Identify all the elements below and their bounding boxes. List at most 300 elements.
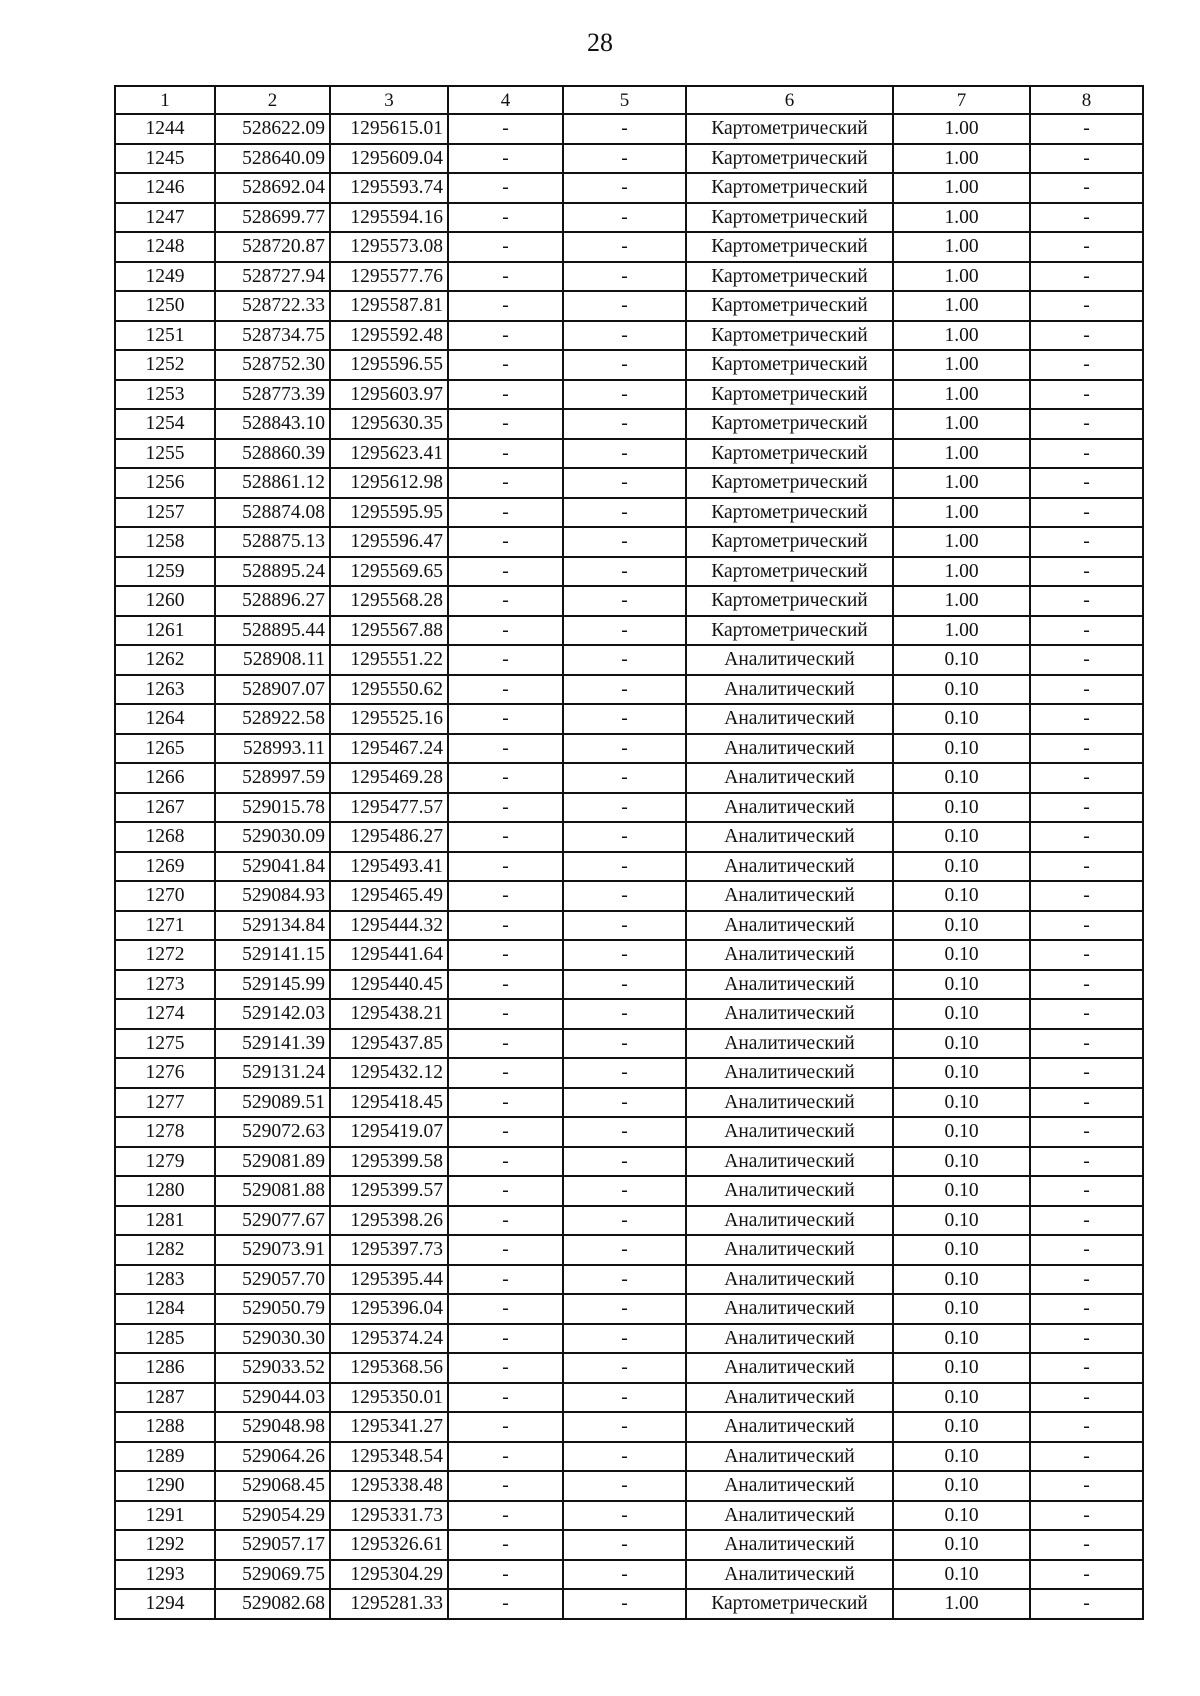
table-cell: 1264: [115, 704, 215, 734]
table-cell: -: [448, 1176, 563, 1206]
table-cell: 1.00: [893, 203, 1030, 233]
table-cell: -: [448, 262, 563, 292]
table-cell: 1295594.16: [330, 203, 448, 233]
table-cell: Аналитический: [686, 645, 893, 675]
table-cell: -: [448, 1029, 563, 1059]
table-cell: -: [448, 1235, 563, 1265]
table-row: [115, 1147, 1143, 1177]
table-cell: Аналитический: [686, 881, 893, 911]
table-cell: 1.00: [893, 616, 1030, 646]
table-cell: -: [1030, 1442, 1143, 1472]
table-cell: 0.10: [893, 940, 1030, 970]
table-cell: Картометрический: [686, 144, 893, 174]
table-row: [115, 144, 1143, 174]
table-cell: 528861.12: [215, 468, 330, 498]
table-cell: -: [448, 1206, 563, 1236]
table-cell: -: [563, 527, 686, 557]
table-cell: -: [448, 1117, 563, 1147]
table-cell: 528895.44: [215, 616, 330, 646]
table-cell: -: [563, 291, 686, 321]
table-cell: 1273: [115, 970, 215, 1000]
table-cell: Аналитический: [686, 1029, 893, 1059]
table-cell: -: [563, 911, 686, 941]
table-cell: Картометрический: [686, 616, 893, 646]
table-cell: Картометрический: [686, 173, 893, 203]
table-cell: -: [563, 586, 686, 616]
table-cell: -: [563, 1088, 686, 1118]
table-cell: -: [563, 852, 686, 882]
table-cell: 1295569.65: [330, 557, 448, 587]
table-cell: -: [448, 852, 563, 882]
table-row: [115, 291, 1143, 321]
table-cell: 0.10: [893, 1029, 1030, 1059]
table-cell: -: [1030, 1383, 1143, 1413]
table-cell: 1246: [115, 173, 215, 203]
table-cell: -: [1030, 498, 1143, 528]
table-cell: Картометрический: [686, 350, 893, 380]
table-row: [115, 1530, 1143, 1560]
table-cell: Картометрический: [686, 586, 893, 616]
header-row: [115, 86, 1143, 114]
table-cell: -: [1030, 1530, 1143, 1560]
table-row: [115, 1117, 1143, 1147]
table-cell: -: [563, 1530, 686, 1560]
table-cell: 1295567.88: [330, 616, 448, 646]
table-cell: -: [1030, 734, 1143, 764]
table-row: [115, 940, 1143, 970]
table-cell: 528720.87: [215, 232, 330, 262]
table-cell: 0.10: [893, 1412, 1030, 1442]
table-cell: -: [448, 1501, 563, 1531]
table-cell: 0.10: [893, 822, 1030, 852]
table-cell: Аналитический: [686, 1471, 893, 1501]
table-cell: -: [448, 114, 563, 144]
table-cell: -: [563, 970, 686, 1000]
table-cell: -: [1030, 1560, 1143, 1590]
table-cell: 1251: [115, 321, 215, 351]
table-cell: 1279: [115, 1147, 215, 1177]
table-cell: 1291: [115, 1501, 215, 1531]
table-row: [115, 1294, 1143, 1324]
table-cell: 1295493.41: [330, 852, 448, 882]
table-cell: -: [1030, 1471, 1143, 1501]
table-cell: 0.10: [893, 1147, 1030, 1177]
table-cell: Картометрический: [686, 203, 893, 233]
table-cell: 528993.11: [215, 734, 330, 764]
table-cell: -: [563, 1353, 686, 1383]
table-cell: -: [1030, 1206, 1143, 1236]
table-cell: 1276: [115, 1058, 215, 1088]
table-cell: -: [1030, 1088, 1143, 1118]
table-cell: 0.10: [893, 1442, 1030, 1472]
table-cell: -: [1030, 321, 1143, 351]
table-cell: Аналитический: [686, 793, 893, 823]
table-cell: 1286: [115, 1353, 215, 1383]
table-cell: -: [563, 616, 686, 646]
table-cell: -: [448, 439, 563, 469]
table-cell: -: [448, 1294, 563, 1324]
table-cell: 529057.70: [215, 1265, 330, 1295]
table-cell: 0.10: [893, 1117, 1030, 1147]
table-cell: 0.10: [893, 1383, 1030, 1413]
table-cell: -: [563, 409, 686, 439]
table-cell: 1253: [115, 380, 215, 410]
table-cell: Картометрический: [686, 439, 893, 469]
table-cell: 0.10: [893, 1058, 1030, 1088]
table-cell: -: [1030, 999, 1143, 1029]
table-cell: 0.10: [893, 1560, 1030, 1590]
table-cell: -: [448, 203, 563, 233]
table-cell: 529030.30: [215, 1324, 330, 1354]
table-cell: -: [1030, 232, 1143, 262]
table-cell: 1254: [115, 409, 215, 439]
table-cell: 1295326.61: [330, 1530, 448, 1560]
table-cell: 1295397.73: [330, 1235, 448, 1265]
table-cell: -: [448, 1530, 563, 1560]
table-cell: Аналитический: [686, 1206, 893, 1236]
table-cell: 1295440.45: [330, 970, 448, 1000]
table-cell: -: [448, 1353, 563, 1383]
table-cell: Картометрический: [686, 498, 893, 528]
table-row: [115, 1442, 1143, 1472]
table-cell: 1277: [115, 1088, 215, 1118]
table-cell: -: [448, 173, 563, 203]
table-cell: 529033.52: [215, 1353, 330, 1383]
table-cell: 529064.26: [215, 1442, 330, 1472]
table-cell: Аналитический: [686, 1530, 893, 1560]
table-cell: -: [1030, 793, 1143, 823]
table-cell: 529082.68: [215, 1589, 330, 1619]
table-cell: 1295551.22: [330, 645, 448, 675]
table-cell: -: [1030, 822, 1143, 852]
table-row: [115, 1206, 1143, 1236]
table-cell: -: [563, 173, 686, 203]
table-cell: 1295331.73: [330, 1501, 448, 1531]
table-cell: 1295348.54: [330, 1442, 448, 1472]
table-cell: Аналитический: [686, 1117, 893, 1147]
table-cell: -: [448, 527, 563, 557]
table-cell: -: [448, 940, 563, 970]
table-cell: -: [1030, 881, 1143, 911]
table-cell: -: [448, 734, 563, 764]
table-cell: 1295437.85: [330, 1029, 448, 1059]
table-row: [115, 999, 1143, 1029]
table-cell: -: [1030, 1324, 1143, 1354]
table-cell: 528896.27: [215, 586, 330, 616]
table-cell: 1295592.48: [330, 321, 448, 351]
table-cell: -: [448, 1147, 563, 1177]
table-cell: 1269: [115, 852, 215, 882]
table-cell: Картометрический: [686, 527, 893, 557]
table-cell: -: [1030, 970, 1143, 1000]
table-cell: Аналитический: [686, 675, 893, 705]
table-cell: 1265: [115, 734, 215, 764]
table-cell: Аналитический: [686, 970, 893, 1000]
table-cell: -: [563, 704, 686, 734]
table-cell: 528722.33: [215, 291, 330, 321]
table-cell: -: [1030, 291, 1143, 321]
table-cell: 528699.77: [215, 203, 330, 233]
table-cell: 1.00: [893, 409, 1030, 439]
table-cell: 1295596.55: [330, 350, 448, 380]
table-cell: 1295465.49: [330, 881, 448, 911]
table-cell: 1.00: [893, 232, 1030, 262]
table-cell: -: [563, 468, 686, 498]
table-cell: 529069.75: [215, 1560, 330, 1590]
table-row: [115, 557, 1143, 587]
table-row: [115, 232, 1143, 262]
table-cell: 1295486.27: [330, 822, 448, 852]
table-cell: 528773.39: [215, 380, 330, 410]
table-cell: 529054.29: [215, 1501, 330, 1531]
table-cell: -: [563, 1029, 686, 1059]
table-cell: 1.00: [893, 350, 1030, 380]
table-cell: 1271: [115, 911, 215, 941]
table-cell: 1295419.07: [330, 1117, 448, 1147]
table-row: [115, 970, 1143, 1000]
table-cell: 1255: [115, 439, 215, 469]
table-cell: 1244: [115, 114, 215, 144]
table-cell: -: [1030, 557, 1143, 587]
table-cell: 528907.07: [215, 675, 330, 705]
table-row: [115, 1058, 1143, 1088]
table-cell: -: [563, 203, 686, 233]
table-cell: 1.00: [893, 527, 1030, 557]
table-cell: 1295595.95: [330, 498, 448, 528]
table-row: [115, 468, 1143, 498]
column-header: 4: [448, 86, 563, 114]
table-cell: -: [1030, 675, 1143, 705]
table-row: [115, 527, 1143, 557]
column-header: 3: [330, 86, 448, 114]
table-cell: 0.10: [893, 793, 1030, 823]
table-cell: -: [563, 1501, 686, 1531]
table-cell: 0.10: [893, 1294, 1030, 1324]
table-cell: -: [563, 498, 686, 528]
table-cell: 1250: [115, 291, 215, 321]
table-cell: -: [448, 999, 563, 1029]
table-row: [115, 763, 1143, 793]
table-cell: -: [563, 114, 686, 144]
table-cell: 0.10: [893, 1088, 1030, 1118]
table-cell: 0.10: [893, 675, 1030, 705]
table-cell: -: [1030, 114, 1143, 144]
table-cell: -: [448, 1383, 563, 1413]
table-cell: 0.10: [893, 763, 1030, 793]
table-cell: 1295374.24: [330, 1324, 448, 1354]
table-cell: 529057.17: [215, 1530, 330, 1560]
table-cell: Аналитический: [686, 1294, 893, 1324]
table-row: [115, 1383, 1143, 1413]
table-cell: 0.10: [893, 1471, 1030, 1501]
table-cell: 529077.67: [215, 1206, 330, 1236]
table-cell: -: [563, 144, 686, 174]
table-cell: 529081.88: [215, 1176, 330, 1206]
table-cell: 1295477.57: [330, 793, 448, 823]
table-cell: -: [563, 822, 686, 852]
table-cell: 0.10: [893, 1206, 1030, 1236]
table-cell: -: [563, 321, 686, 351]
table-cell: 1280: [115, 1176, 215, 1206]
table-cell: -: [448, 291, 563, 321]
table-cell: 528908.11: [215, 645, 330, 675]
table-cell: 1267: [115, 793, 215, 823]
table-cell: 1295398.26: [330, 1206, 448, 1236]
table-cell: 0.10: [893, 852, 1030, 882]
coordinates-table: [114, 85, 1144, 1620]
table-row: [115, 734, 1143, 764]
table-cell: 528922.58: [215, 704, 330, 734]
table-cell: 1263: [115, 675, 215, 705]
table-cell: 1.00: [893, 262, 1030, 292]
table-cell: 529134.84: [215, 911, 330, 941]
table-cell: 1295399.58: [330, 1147, 448, 1177]
table-cell: -: [1030, 1058, 1143, 1088]
table-cell: -: [563, 1412, 686, 1442]
table-cell: 0.10: [893, 881, 1030, 911]
table-cell: 1295525.16: [330, 704, 448, 734]
table-cell: 529081.89: [215, 1147, 330, 1177]
table-cell: 1295612.98: [330, 468, 448, 498]
table-cell: -: [448, 822, 563, 852]
table-cell: -: [448, 321, 563, 351]
table-cell: Картометрический: [686, 262, 893, 292]
table-cell: -: [563, 1589, 686, 1619]
table-cell: 1295609.04: [330, 144, 448, 174]
table-row: [115, 498, 1143, 528]
table-cell: 528895.24: [215, 557, 330, 587]
table-row: [115, 321, 1143, 351]
table-cell: 0.10: [893, 1176, 1030, 1206]
table-row: [115, 1560, 1143, 1590]
table-cell: Аналитический: [686, 734, 893, 764]
table-cell: 528640.09: [215, 144, 330, 174]
table-cell: -: [448, 675, 563, 705]
table-cell: 1295573.08: [330, 232, 448, 262]
table-cell: 0.10: [893, 1353, 1030, 1383]
table-cell: 529030.09: [215, 822, 330, 852]
table-cell: 1257: [115, 498, 215, 528]
page-number: 28: [587, 28, 613, 57]
table-cell: 0.10: [893, 1530, 1030, 1560]
table-cell: 1295577.76: [330, 262, 448, 292]
table-cell: -: [448, 409, 563, 439]
table-cell: 529084.93: [215, 881, 330, 911]
table-row: [115, 1412, 1143, 1442]
table-cell: 529131.24: [215, 1058, 330, 1088]
table-cell: Картометрический: [686, 291, 893, 321]
table-cell: -: [563, 1324, 686, 1354]
table-cell: -: [563, 1560, 686, 1590]
table-cell: 1295432.12: [330, 1058, 448, 1088]
table-row: [115, 1501, 1143, 1531]
table-cell: 1295593.74: [330, 173, 448, 203]
table-cell: -: [448, 498, 563, 528]
table-row: [115, 114, 1143, 144]
table-cell: 1295444.32: [330, 911, 448, 941]
table-cell: Аналитический: [686, 1383, 893, 1413]
table-cell: 1262: [115, 645, 215, 675]
table-cell: 1259: [115, 557, 215, 587]
table-cell: -: [563, 1265, 686, 1295]
table-cell: Аналитический: [686, 1176, 893, 1206]
table-cell: 1.00: [893, 144, 1030, 174]
table-row: [115, 822, 1143, 852]
table-cell: Аналитический: [686, 1324, 893, 1354]
table-cell: Картометрический: [686, 114, 893, 144]
table-cell: 1260: [115, 586, 215, 616]
table-cell: 529141.15: [215, 940, 330, 970]
table-row: [115, 1176, 1143, 1206]
table-cell: 529072.63: [215, 1117, 330, 1147]
table-cell: -: [563, 1117, 686, 1147]
table-row: [115, 173, 1143, 203]
table-cell: 1295469.28: [330, 763, 448, 793]
table-cell: Картометрический: [686, 1589, 893, 1619]
table-cell: -: [448, 1442, 563, 1472]
table-cell: 1252: [115, 350, 215, 380]
table-cell: -: [563, 940, 686, 970]
table-cell: 1288: [115, 1412, 215, 1442]
table-row: [115, 793, 1143, 823]
table-row: [115, 675, 1143, 705]
table-cell: 1275: [115, 1029, 215, 1059]
table-cell: -: [563, 1235, 686, 1265]
table-cell: Аналитический: [686, 911, 893, 941]
table-row: [115, 1589, 1143, 1619]
table-cell: -: [448, 763, 563, 793]
table-cell: -: [563, 557, 686, 587]
table-cell: -: [448, 1560, 563, 1590]
table-cell: 1295587.81: [330, 291, 448, 321]
table-cell: -: [563, 1383, 686, 1413]
table-cell: -: [448, 350, 563, 380]
table-cell: 1295630.35: [330, 409, 448, 439]
table-cell: -: [448, 616, 563, 646]
table-cell: 529041.84: [215, 852, 330, 882]
table-cell: 529145.99: [215, 970, 330, 1000]
table-cell: 1287: [115, 1383, 215, 1413]
table-cell: -: [448, 793, 563, 823]
table-cell: 0.10: [893, 911, 1030, 941]
table-cell: 1268: [115, 822, 215, 852]
table-row: [115, 852, 1143, 882]
table-cell: 528622.09: [215, 114, 330, 144]
table-row: [115, 439, 1143, 469]
table-cell: 0.10: [893, 999, 1030, 1029]
table-cell: 1266: [115, 763, 215, 793]
table-cell: -: [1030, 1147, 1143, 1177]
table-cell: 528843.10: [215, 409, 330, 439]
table-cell: 1261: [115, 616, 215, 646]
table-cell: Картометрический: [686, 468, 893, 498]
table-cell: -: [1030, 409, 1143, 439]
table-cell: -: [1030, 1294, 1143, 1324]
table-cell: 1.00: [893, 380, 1030, 410]
table-cell: -: [563, 675, 686, 705]
table-cell: -: [448, 970, 563, 1000]
table-cell: -: [1030, 1235, 1143, 1265]
table-cell: 528875.13: [215, 527, 330, 557]
table-cell: -: [448, 911, 563, 941]
table-cell: -: [448, 645, 563, 675]
table-cell: 1274: [115, 999, 215, 1029]
table-cell: 1295603.97: [330, 380, 448, 410]
table-cell: -: [448, 1265, 563, 1295]
table-cell: 1295281.33: [330, 1589, 448, 1619]
table-cell: 1295438.21: [330, 999, 448, 1029]
table-cell: -: [1030, 1029, 1143, 1059]
